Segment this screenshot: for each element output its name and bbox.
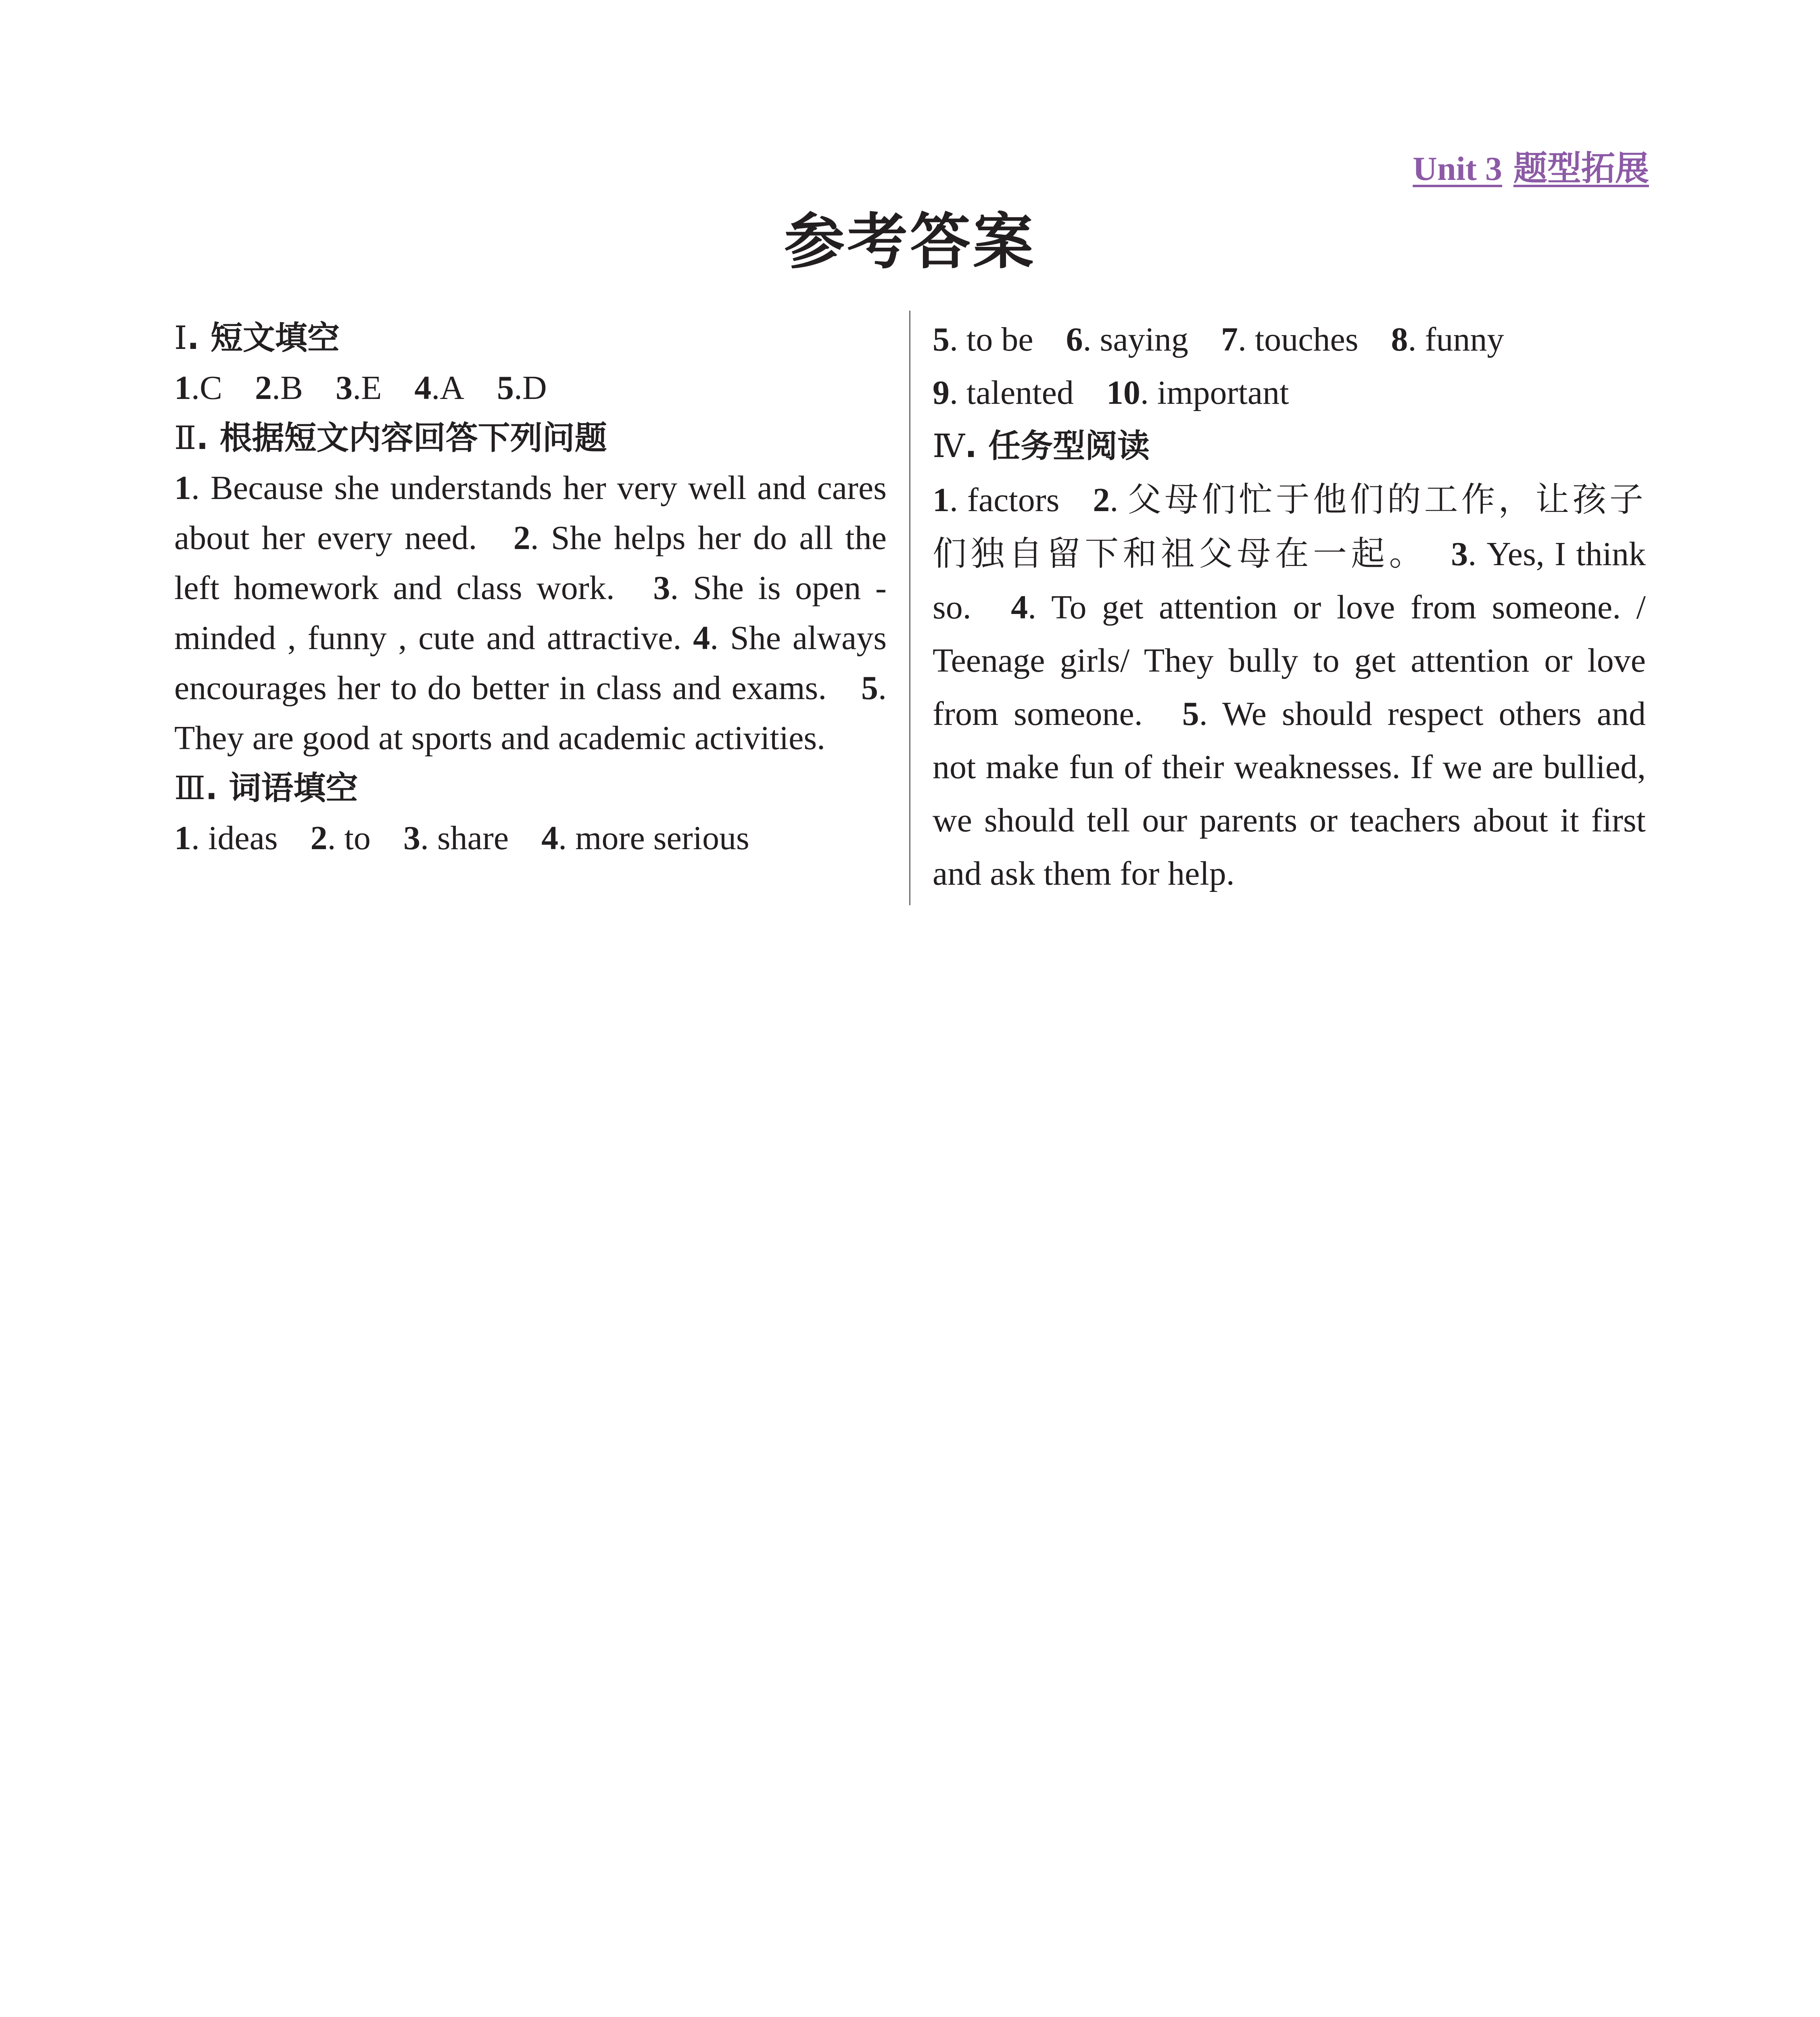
answer-item: 2. to (310, 819, 371, 857)
answer-item: 5. to be (933, 321, 1033, 358)
answer-item: 10. important (1106, 374, 1289, 411)
section-title: 词语填空 (229, 769, 358, 807)
unit-topic: 题型拓展 (1513, 148, 1649, 188)
answer-item: 1. Because she understands her very well and cares about her every need. (174, 469, 887, 557)
section-heading-4: Ⅳ. 任务型阅读 (933, 427, 1150, 465)
section-title: 任务型阅读 (988, 427, 1150, 465)
answer-item: 4. She always encourages her to do better in class and exams. (174, 619, 887, 707)
answer-item: 3. She is open - minded , funny , cute and attractive. (174, 569, 887, 657)
answer-item: 2.B (255, 369, 303, 407)
answer-paragraph-section-2 (174, 463, 887, 763)
section-title: 短文填空 (210, 319, 340, 357)
answer-item: 1. factors (933, 481, 1060, 519)
answer-item: 3. share (403, 819, 509, 857)
section-heading-3: Ⅲ. 词语填空 (174, 769, 358, 807)
section-heading-2: Ⅱ. 根据短文内容回答下列问题 (174, 419, 607, 457)
section-heading-1: Ⅰ. 短文填空 (174, 319, 340, 357)
answer-item: 5. We should respect others and not make fun of their weaknesses. If we are bullied, we should tell our parents or teachers about it first and ask them for help. (933, 695, 1646, 892)
right-column (933, 313, 1646, 900)
section-numeral: Ⅱ (174, 419, 196, 457)
answer-item: 4. To get attention or love from someone. / Teenage girls/ They bully to get attention or love from someone. (933, 589, 1646, 733)
answer-item: 5.D (497, 369, 547, 407)
answer-item: 9. talented (933, 374, 1074, 411)
answer-item: 1.C (174, 369, 223, 407)
page-title: 参考答案 (784, 207, 1036, 277)
answer-row-section-3-cont-2 (933, 366, 1646, 420)
unit-header (1413, 141, 1649, 190)
answer-item: 6. saying (1066, 321, 1188, 358)
answer-item: 3.E (336, 369, 382, 407)
section-numeral: Ⅲ (174, 769, 206, 807)
answer-item: 5. They are good at sports and academic activities. (174, 669, 887, 757)
section-numeral: Ⅰ (174, 319, 187, 357)
answer-item: 8. funny (1391, 321, 1504, 358)
answer-item: 4.A (414, 369, 465, 407)
answer-paragraph-section-4 (933, 473, 1646, 900)
section-numeral: Ⅳ (933, 427, 965, 465)
answer-item: 2. She helps her do all the left homework and class work. (174, 519, 887, 607)
answer-row-section-1 (174, 363, 887, 413)
answer-item: 7. touches (1221, 321, 1359, 358)
answer-item: 2. 父母们忙于他们的工作，让孩子们独自留下和祖父母在一起。 (933, 480, 1646, 573)
answer-item: 4. more serious (541, 819, 749, 857)
answer-row-section-3-cont (933, 313, 1646, 366)
left-column (174, 313, 887, 863)
answer-row-section-3 (174, 813, 887, 863)
column-divider (909, 311, 910, 905)
unit-label: Unit 3 (1413, 150, 1502, 188)
answer-item: 3. Yes, I think so. (933, 535, 1646, 626)
section-title: 根据短文内容回答下列问题 (219, 419, 607, 457)
answer-item: 1. ideas (174, 819, 278, 857)
